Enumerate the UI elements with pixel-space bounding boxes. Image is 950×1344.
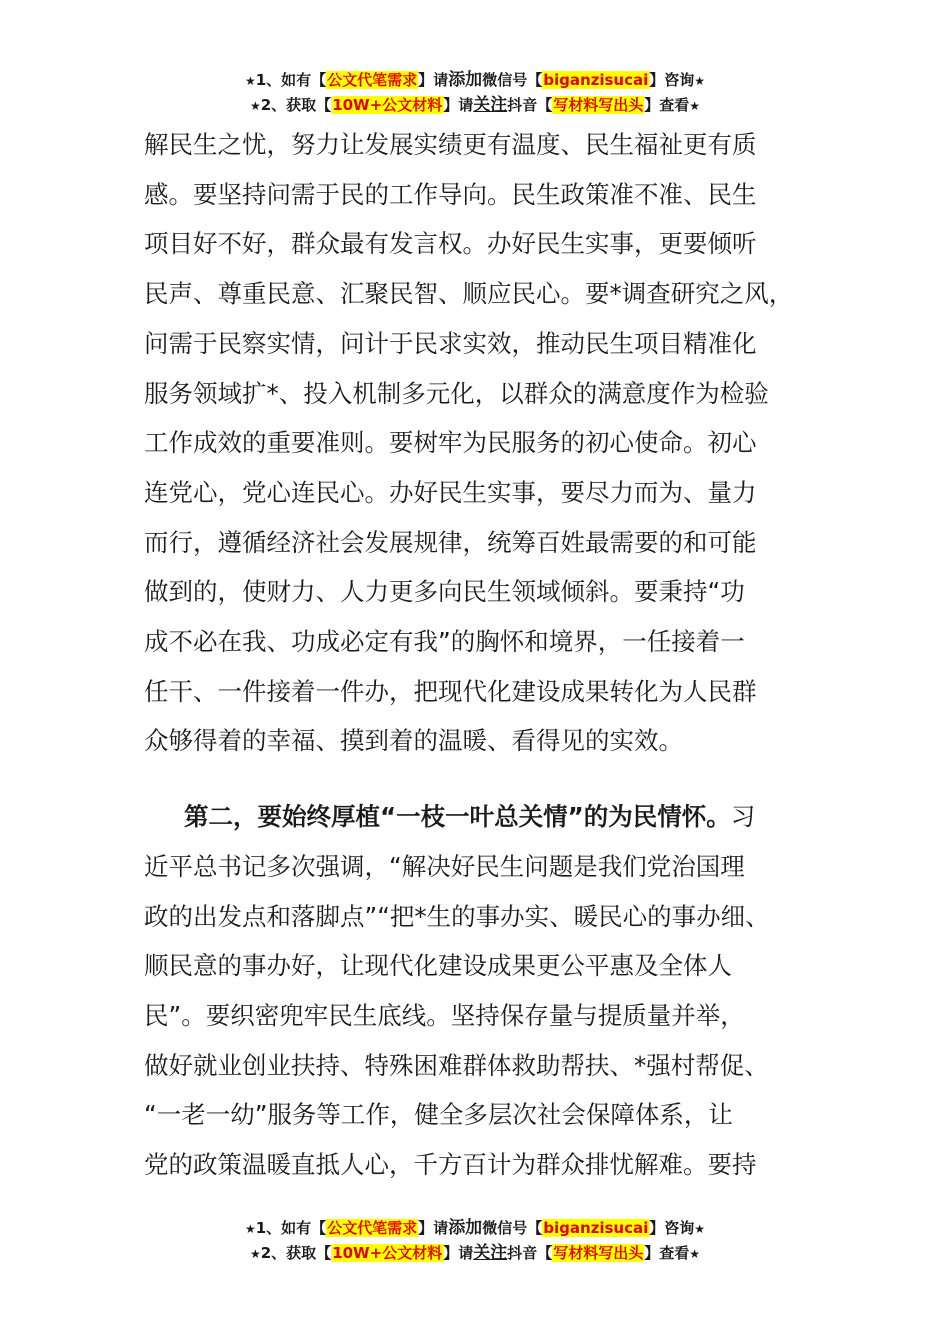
header-banner xyxy=(0,68,950,118)
footer-text: 】查看 xyxy=(644,1244,690,1262)
footer-text: 1、如有【 xyxy=(255,1219,327,1237)
footer-text: 】咨询 xyxy=(649,1219,695,1237)
text-line: 感。要坚持问需于民的工作导向。民生政策准不准、民生 xyxy=(144,179,757,209)
section-lead-heading: 第二，要始终厚植“一枝一叶总关情”的为民情怀。 xyxy=(184,802,731,832)
star-icon: ★ xyxy=(694,1222,706,1236)
star-icon: ★ xyxy=(689,99,701,113)
paragraph-2 xyxy=(144,792,844,1190)
footer-line-1 xyxy=(0,1216,950,1241)
text-line: 服务领域扩*、投入机制多元化，以群众的满意度作为检验 xyxy=(144,378,769,408)
star-icon: ★ xyxy=(694,74,706,88)
header-text: 2、获取【 xyxy=(260,96,332,114)
star-icon: ★ xyxy=(249,99,261,113)
text-line: 近平总书记多次强调，“解决好民生问题是我们党治国理 xyxy=(144,851,745,881)
emphasis-text: 关注 xyxy=(473,1243,508,1263)
text-line: 任干、一件接着一件办，把现代化建设成果转化为人民群 xyxy=(144,676,757,706)
header-text: 】请 xyxy=(443,96,474,114)
text-line: 众够得着的幸福、摸到着的温暖、看得见的实效。 xyxy=(144,726,683,756)
text-line: 项目好不好，群众最有发言权。办好民生实事，更要倾听 xyxy=(144,229,757,259)
text-line: 政的出发点和落脚点”“把*生的事办实、暖民心的事办细、 xyxy=(144,901,770,931)
text-line: 成不必在我、功成必定有我”的胸怀和境界，一任接着一 xyxy=(144,627,745,657)
highlight-text: 公文代笔需求 xyxy=(327,1219,418,1237)
footer-line-2 xyxy=(0,1241,950,1266)
text-line: 工作成效的重要准则。要树牢为民服务的初心使命。初心 xyxy=(144,428,757,458)
highlight-wechat-id: biganzisucai xyxy=(543,1219,649,1237)
header-text: 抖音【 xyxy=(507,96,553,114)
highlight-text: 10W+公文材料 xyxy=(332,1244,443,1262)
text-line-first xyxy=(144,792,844,842)
highlight-text: 公文代笔需求 xyxy=(327,71,418,89)
text-line: 连党心，党心连民心。办好民生实事，要尽力而为、量力 xyxy=(144,477,757,507)
footer-text: 抖音【 xyxy=(507,1244,553,1262)
footer-text: 】请 xyxy=(418,1219,449,1237)
text-line: “一老一幼”服务等工作，健全多层次社会保障体系，让 xyxy=(144,1100,733,1130)
footer-text: 】请 xyxy=(443,1244,474,1262)
header-text: 】请 xyxy=(418,71,449,89)
text-line: 解民生之忧，努力让发展实绩更有温度、民生福祉更有质 xyxy=(144,130,757,159)
highlight-douyin-id: 写材料写出头 xyxy=(553,96,644,114)
text-line: 问需于民察实情，问计于民求实效，推动民生项目精准化 xyxy=(144,328,757,358)
text-line: 党的政策温暖直抵人心，千方百计为群众排忧解难。要持 xyxy=(144,1150,757,1180)
star-icon: ★ xyxy=(689,1247,701,1261)
text-fragment: 习 xyxy=(730,802,756,832)
header-text: 微信号【 xyxy=(482,71,543,89)
header-text: 1、如有【 xyxy=(255,71,327,89)
header-text: 】查看 xyxy=(644,96,690,114)
header-line-1 xyxy=(0,68,950,93)
emphasis-text: 添加 xyxy=(448,70,483,90)
footer-text: 2、获取【 xyxy=(260,1244,332,1262)
highlight-douyin-id: 写材料写出头 xyxy=(553,1244,644,1262)
highlight-wechat-id: biganzisucai xyxy=(543,71,649,89)
paragraph-1 xyxy=(144,120,844,766)
emphasis-text: 添加 xyxy=(448,1218,483,1238)
text-line: 民声、尊重民意、汇聚民智、顺应民心。要*调查研究之风， xyxy=(144,279,794,309)
star-icon: ★ xyxy=(249,1247,261,1261)
paragraph-spacer xyxy=(144,766,844,792)
emphasis-text: 关注 xyxy=(473,95,508,115)
text-line: 而行，遵循经济社会发展规律，统筹百姓最需要的和可能 xyxy=(144,527,757,557)
header-text: 】咨询 xyxy=(649,71,695,89)
highlight-text: 10W+公文材料 xyxy=(332,96,443,114)
text-line: 民”。要织密兜牢民生底线。坚持保存量与提质量并举， xyxy=(144,1000,745,1030)
header-line-2 xyxy=(0,93,950,118)
document-body xyxy=(144,120,844,1190)
footer-text: 微信号【 xyxy=(482,1219,543,1237)
text-line: 做到的，使财力、人力更多向民生领域倾斜。要秉持“功 xyxy=(144,577,745,607)
text-line: 做好就业创业扶持、特殊困难群体救助帮扶、*强村帮促、 xyxy=(144,1050,769,1080)
star-icon: ★ xyxy=(244,1222,256,1236)
footer-banner xyxy=(0,1216,950,1266)
star-icon: ★ xyxy=(244,74,256,88)
text-line: 顺民意的事办好，让现代化建设成果更公平惠及全体人 xyxy=(144,951,732,981)
